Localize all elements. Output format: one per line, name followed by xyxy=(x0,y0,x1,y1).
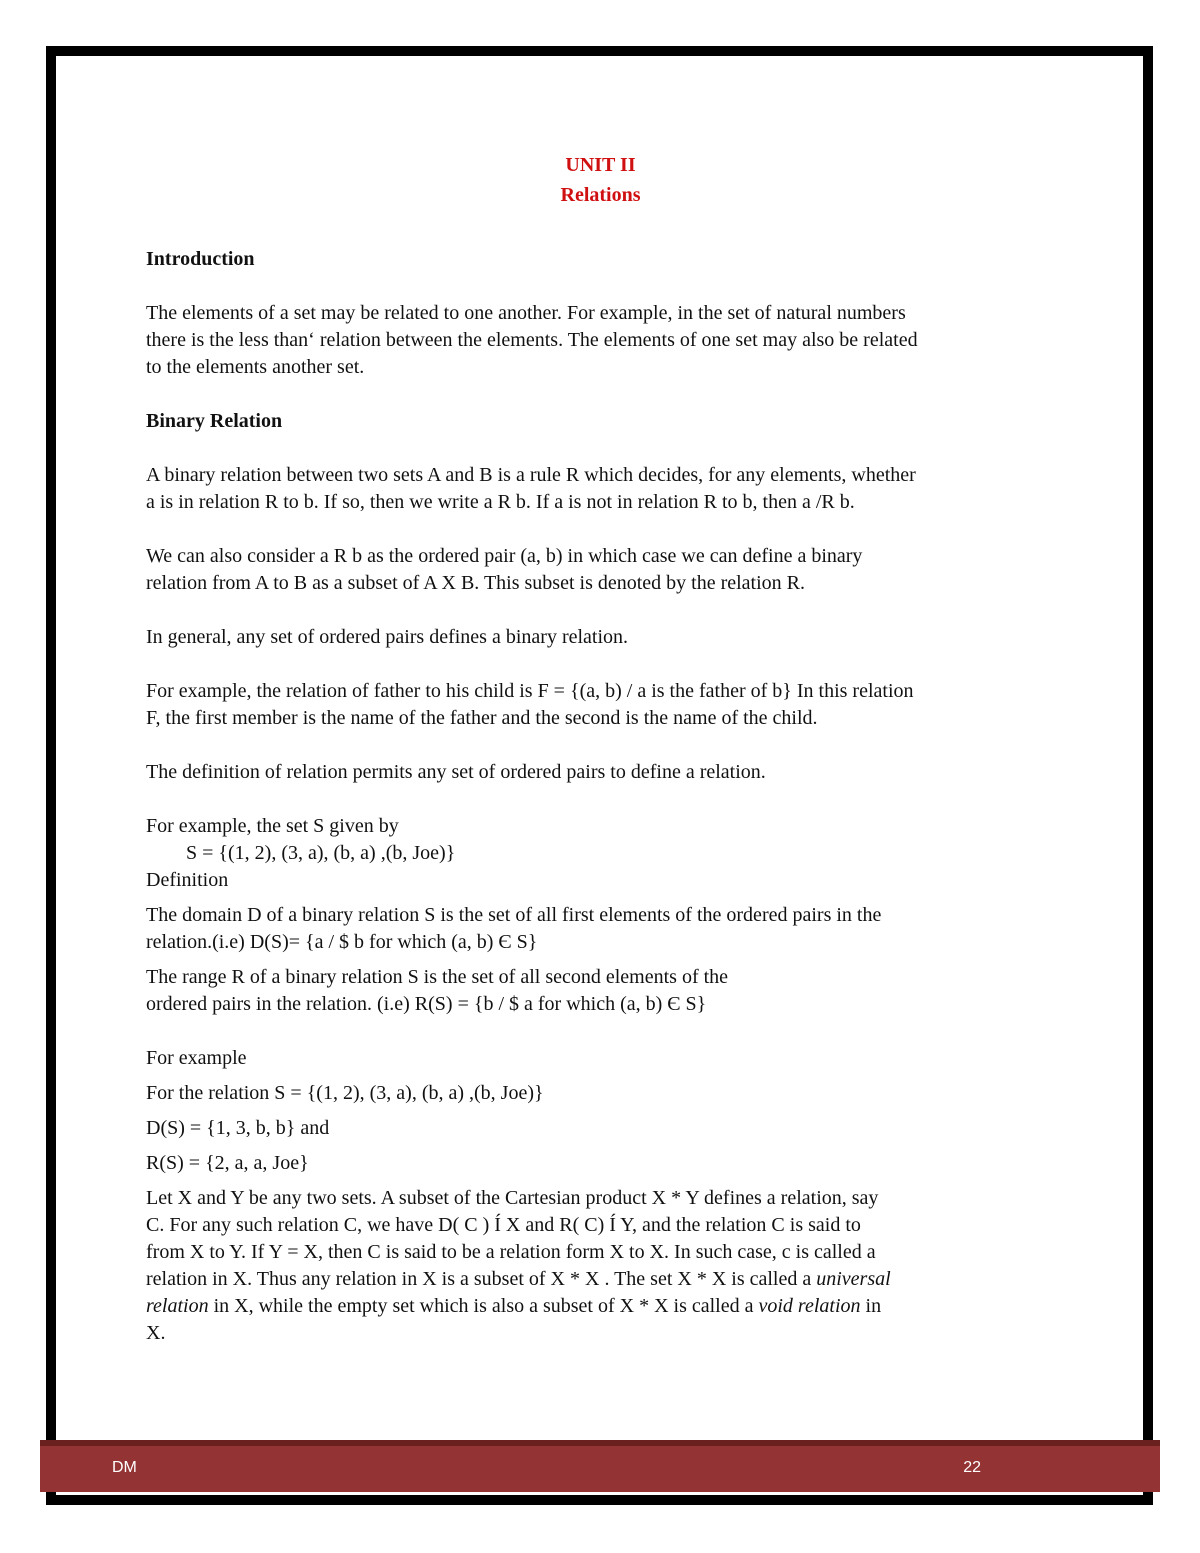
binary-p2-line-2: relation from A to B as a subset of A X B. This subset is denoted by the relation R. xyxy=(146,572,806,594)
cartesian-line-6: X. xyxy=(146,1322,166,1344)
document-body xyxy=(146,150,1066,1347)
footer-bar xyxy=(40,1440,1160,1492)
universal-term: universal xyxy=(816,1268,891,1290)
cartesian-line-4-text: relation in X. Thus any relation in X is a subset of X * X . The set X * X is called a xyxy=(146,1268,817,1290)
binary-heading: Binary Relation xyxy=(146,410,283,432)
binary-paragraph-4 xyxy=(146,678,1066,732)
binary-paragraph-5: The definition of relation permits any set of ordered pairs to define a relation. xyxy=(146,761,766,783)
example-label: For example xyxy=(146,1047,247,1069)
cartesian-line-4 xyxy=(146,1266,1066,1293)
example-set-s: S = {(1, 2), (3, a), (b, a) ,(b, Joe)} xyxy=(186,842,456,864)
binary-p4-line-1: For example, the relation of father to his child is F = {(a, b) / a is the father of b} In this relation xyxy=(146,680,914,702)
binary-p1-line-2: a is in relation R to b. If so, then we write a R b. If a is not in relation R to b, then a /R b. xyxy=(146,491,855,513)
cartesian-line-2: C. For any such relation C, we have D( C ) Í X and R( C) Í Y, and the relation C is said to xyxy=(146,1214,861,1236)
intro-heading: Introduction xyxy=(146,248,255,270)
domain-definition xyxy=(146,902,1066,956)
footer-course-label: DM xyxy=(112,1459,137,1476)
relation-term: relation xyxy=(146,1295,209,1317)
domain-line-1: The domain D of a binary relation S is the set of all first elements of the ordered pairs in the xyxy=(146,904,882,926)
binary-paragraph-2 xyxy=(146,543,1066,597)
range-line-2: ordered pairs in the relation. (i.e) R(S) = {b / $ a for which (a, b) Є S} xyxy=(146,993,707,1015)
range-definition xyxy=(146,964,1066,1018)
range-line-1: The range R of a binary relation S is the set of all second elements of the xyxy=(146,966,729,988)
example-range: R(S) = {2, a, a, Joe} xyxy=(146,1152,309,1174)
footer-page-number: 22 xyxy=(963,1459,981,1476)
cartesian-line-5-end: in xyxy=(860,1295,882,1317)
void-relation-term: void relation xyxy=(758,1295,861,1317)
cartesian-line-3: from X to Y. If Y = X, then C is said to be a relation form X to X. In such case, c is called a xyxy=(146,1241,876,1263)
intro-line-3: to the elements another set. xyxy=(146,356,365,378)
binary-p2-line-1: We can also consider a R b as the ordered pair (a, b) in which case we can define a binary xyxy=(146,545,863,567)
intro-line-1: The elements of a set may be related to one another. For example, in the set of natural numbers xyxy=(146,302,906,324)
intro-paragraph xyxy=(146,300,1066,381)
intro-line-2: there is the less than‘ relation between the elements. The elements of one set may also be related xyxy=(146,329,918,351)
binary-p4-line-2: F, the first member is the name of the father and the second is the name of the child. xyxy=(146,707,818,729)
example-relation: For the relation S = {(1, 2), (3, a), (b, a) ,(b, Joe)} xyxy=(146,1082,544,1104)
unit-title: UNIT II xyxy=(565,154,636,176)
binary-paragraph-3: In general, any set of ordered pairs defines a binary relation. xyxy=(146,626,629,648)
binary-p1-line-1: A binary relation between two sets A and B is a rule R which decides, for any elements, whether xyxy=(146,464,916,486)
cartesian-line-5 xyxy=(146,1293,1066,1320)
binary-paragraph-6: For example, the set S given by xyxy=(146,815,399,837)
cartesian-line-5-text: in X, while the empty set which is also a subset of X * X is called a xyxy=(208,1295,759,1317)
domain-line-2: relation.(i.e) D(S)= {a / $ b for which (a, b) Є S} xyxy=(146,931,538,953)
subject-title: Relations xyxy=(560,184,641,206)
definition-label: Definition xyxy=(146,869,229,891)
cartesian-line-1: Let X and Y be any two sets. A subset of the Cartesian product X * Y defines a relation, say xyxy=(146,1187,879,1209)
cartesian-paragraph xyxy=(146,1185,1066,1347)
binary-paragraph-1 xyxy=(146,462,1066,516)
example-domain: D(S) = {1, 3, b, b} and xyxy=(146,1117,330,1139)
title-block xyxy=(135,150,1066,210)
